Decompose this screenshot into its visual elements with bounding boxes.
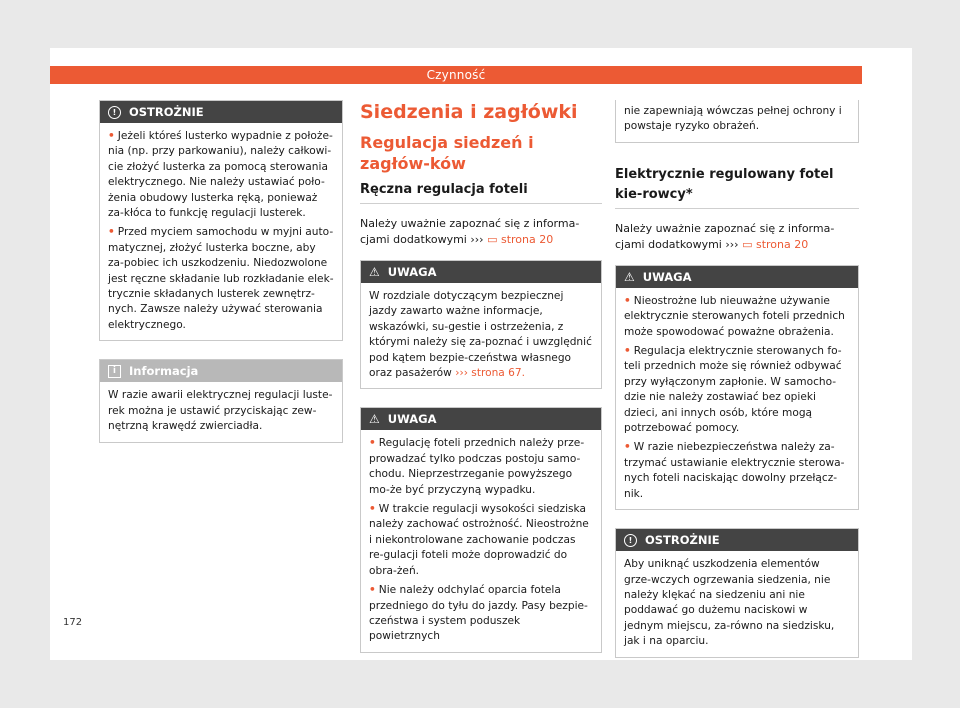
- page-reference-link[interactable]: ››› strona 67.: [455, 367, 525, 380]
- section-title: Regulacja siedzeń i zagłów-ków: [360, 133, 534, 173]
- warning-triangle-icon: ⚠: [624, 269, 635, 284]
- page-reference-link[interactable]: strona 20: [500, 233, 554, 246]
- intro-text: Należy uważnie zapoznać się z informa-cjami dodatkowymi ››› ▭ strona 20: [360, 217, 580, 246]
- page-reference-link[interactable]: strona 20: [755, 237, 809, 251]
- page-number: 172: [63, 617, 83, 628]
- section-header: Czynność: [50, 66, 862, 84]
- list-item: • Nieostrożne lub nieuważne używanie elektrycznie sterowanych foteli przednich może spowodować poważne obrażenia.: [624, 294, 845, 338]
- list-item: • Regulację foteli przednich należy prze-prowadzać tylko podczas postoju samo-chodu. Nieprzestrzeganie powyższego mo-że być przyczyną wypadku.: [369, 437, 585, 496]
- list-item: • Przed myciem samochodu w myjni auto-matycznej, złożyć lusterka boczne, aby za-pobiec ich uszkodzeniu. Niedozwolone jest ręczne składanie lub rozkładanie elek-trycznie składanych lusterek zewnętrz-nych. Zawsze należy używać sterowania elektrycznego.: [108, 226, 334, 331]
- list-item: • Regulacja elektrycznie sterowanych fo-teli przednich może się również odbywać przy wyłączonym zapłonie. W samocho-dzie nie należy zostawiać bez opieki dzieci, ani innych osób, które mogą potrzebować pomocy.: [624, 345, 842, 435]
- column-middle: [360, 100, 602, 653]
- warning-box: [360, 407, 602, 652]
- caution-text: Aby uniknąć uszkodzenia elementów grze-wczych ogrzewania siedzenia, nie należy klękać na siedzeniu ani nie poddawać go dużemu naciskowi w jednym miejscu, za-równo na siedzisku, jak i na oparciu.: [624, 558, 835, 648]
- exclamation-circle-icon: !: [624, 534, 637, 547]
- book-icon: ▭: [487, 233, 498, 246]
- caution-box: [99, 100, 343, 341]
- info-title: Informacja: [129, 364, 199, 379]
- warning-box: [615, 265, 859, 510]
- column-left: [99, 100, 343, 461]
- warning-title: UWAGA: [642, 269, 692, 284]
- warning-title: UWAGA: [387, 412, 437, 427]
- warning-continuation: nie zapewniają wówczas pełnej ochrony i powstaje ryzyko obrażeń.: [615, 100, 859, 143]
- warning-box: ⚠ UWAGA W rozdziale dotyczącym bezpiecznej jazdy zawarto ważne informacje, wskazówki, su-gestie i ostrzeżenia, z którymi należy się za-poznać i uwzględnić pod kątem bezpie-czeństwa własnego oraz pasażerów ››› strona 67.: [360, 260, 602, 389]
- intro-text: Należy uważnie zapoznać się z informa-cjami dodatkowymi ››› ▭ strona 20: [615, 221, 835, 251]
- list-item: • Nie należy odchylać oparcia fotela przedniego do tyłu do jazdy. Pasy bezpie-czeństwa i system poduszek powietrznych: [369, 584, 588, 643]
- book-icon: ▭: [742, 237, 753, 251]
- info-text: W razie awarii elektrycznej regulacji luste-rek można je ustawić przyciskając zew-nętrzną krawędź zwierciadła.: [108, 389, 333, 433]
- caution-title: OSTROŻNIE: [129, 105, 204, 119]
- exclamation-circle-icon: !: [108, 106, 121, 119]
- warning-title: UWAGA: [387, 265, 437, 279]
- info-icon: i: [108, 365, 121, 378]
- caution-box: [615, 528, 859, 657]
- list-item: • W razie niebezpieczeństwa należy za-trzymać ustawianie elektrycznie sterowa-nych foteli naciskając dowolny przełącz-nik.: [624, 441, 845, 500]
- list-item: • Jeżeli któreś lusterko wypadnie z położe-nia (np. przy parkowaniu), należy całkowi-cie złożyć lusterka za pomocą sterowania elektrycznego. Nie należy ustawiać poło-żenia obudowy lusterka ręką, ponieważ za-kłóca to funkcję regulacji lusterek.: [108, 130, 333, 220]
- chapter-title: Siedzenia i zagłówki: [360, 101, 578, 123]
- warning-triangle-icon: ⚠: [369, 412, 380, 427]
- list-item: • W trakcie regulacji wysokości siedziska należy zachować ostrożność. Nieostrożne i niekontrolowane zachowanie podczas re-gulacji foteli może doprowadzić do obra-żeń.: [369, 503, 589, 577]
- info-box: [99, 359, 343, 442]
- caution-title: OSTROŻNIE: [645, 533, 720, 548]
- subsection-title: Ręczna regulacja foteli: [360, 180, 602, 204]
- subsection-title: Elektrycznie regulowany fotel kie-rowcy*: [615, 165, 859, 209]
- warning-triangle-icon: ⚠: [369, 265, 380, 279]
- column-right: [615, 100, 859, 676]
